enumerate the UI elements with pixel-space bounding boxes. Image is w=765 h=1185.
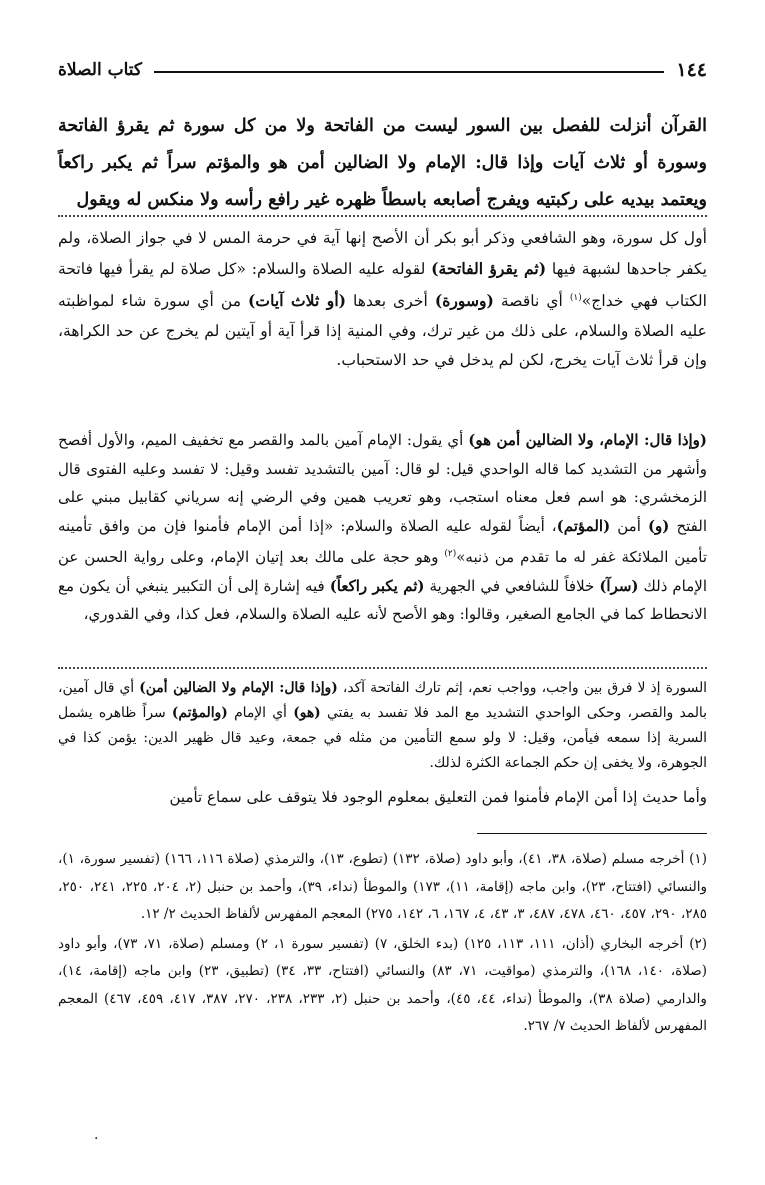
quoted-matn: (وإذا قال: الإمام ولا الضالين أمن) xyxy=(139,680,338,696)
commentary-text: أي ناقصة xyxy=(493,292,570,311)
commentary-text: أمن xyxy=(610,516,648,535)
commentary-text: فيه إشارة إلى أن التكبير ينبغي أن يكون مع الانحطاط كما في الجامع الصغير، وقالوا: وهو الأصح لأنه عليه الصلاة والسلام، فعل كذا، وفي القدوري، xyxy=(58,576,707,623)
quoted-matn: (والمؤتم) xyxy=(171,705,228,721)
quoted-matn: (سرآ) xyxy=(599,576,639,595)
gloss-text: السورة إذ لا فرق بين واجب، وواجب نعم، إثم تارك الفاتحة آكد، xyxy=(337,680,707,696)
footnote-ref-1[interactable]: (١) xyxy=(569,293,582,303)
header-rule xyxy=(154,71,664,73)
commentary-text: أول كل سورة، وهو الشافعي وذكر أبو بكر أن الأصح إنها آية في حرمة المس لا في جواز الصلاة، ولم يكفر جاحدها لشبهة فيها xyxy=(58,229,707,278)
footnote-1: (١) أخرجه مسلم (صلاة، ٣٨، ٤١)، وأبو داود (صلاة، ١٣٢) (تطوع، ١٣)، والترمذي (صلاة ١١٦، ١٦٦) (تفسير سورة، ١)، والنسائي (افتتاح، ٢٣)، وابن ماجه (إقامة، ١١)، ١٧٣) والموطأ (نداء، ٣٩)، وأحمد بن حنبل (٢، ٢٠٤، ٢٢٥، ٢٤١، ٢٥٠، ٢٨٥، ٢٩٠، ٤٥٧، ٤٦٠، ٤٧٨، ٤٨٧، ٣، ٤٣، ٤، ١٦٧، ٦، ١٤٢، ٢٧٥) المعجم المفهرس لألفاظ الحديث ٢/ ١٢. xyxy=(58,851,707,922)
quoted-matn: (المؤتم) xyxy=(556,516,611,535)
commentary-text: وهو حجة على مالك بعد إتيان الإمام، وعلى رواية الحسن عن الإمام ذلك xyxy=(58,548,708,595)
commentary-paragraph-1 xyxy=(58,224,707,376)
dotted-separator xyxy=(58,215,707,217)
running-header xyxy=(58,58,707,82)
quoted-matn: (وسورة) xyxy=(434,291,494,311)
quoted-matn: (ثم يقرؤ الفاتحة) xyxy=(431,258,547,278)
footnotes xyxy=(58,846,707,1041)
commentary-paragraph-2 xyxy=(58,426,707,629)
gloss-text: سراً ظاهره يشمل السرية إذا سمعه فيأمن، وقيل: لا ولو سمع التأمين من مثله في جمعة، وعيد قال ظهير الدين: يؤمن كذا في الجوهرة، ولا يخفى إن حكم الجماعة الكثرة لذلك. xyxy=(58,705,707,771)
footnote-2: (٢) أخرجه البخاري (أذان، ١١١، ١١٣، ١٢٥) (بدء الخلق، ٧) (تفسير سورة ١، ٢) ومسلم (صلاة، ٧١، ٧٣)، وأبو داود (صلاة، ١٤٠، ١٦٨)، والترمذي (مواقيت، ٧١، ٨٣) والنسائي (افتتاح، ٣٣، ٣٤) (تطبيق، ٢٣) وابن ماجه (إقامة، ١٤)، والدارمي (صلاة ٣٨)، والموطأ (نداء، ٤٤، ٤٥)، وأحمد بن حنبل (٢، ٢٣٣، ٢٣٨، ٢٧٠، ٣٨٧، ٤١٧، ٤٥٩، ٤٦٧) المعجم المفهرس لألفاظ الحديث ٧/ ٢٦٧. xyxy=(58,935,708,1034)
footnote-ref-2[interactable]: (٢) xyxy=(444,549,457,559)
gloss-text: أي الإمام xyxy=(227,705,294,721)
dotted-separator xyxy=(58,667,707,669)
gloss-continuation: وأما حديث إذا أمن الإمام فأمنوا فمن التعليق بمعلوم الوجود فلا يتوقف على سماع تأمين xyxy=(169,788,707,806)
quoted-matn: (وإذا قال: الإمام، ولا الضالين أمن هو) xyxy=(468,431,708,449)
commentary-text: لقوله عليه الصلاة والسلام: «كل صلاة لم يقرأ فيها فاتحة الكتاب فهي خداج» xyxy=(58,259,707,311)
main-text-matn: القرآن أنزلت للفصل بين السور ليست من الفاتحة ولا من كل سورة ثم يقرؤ الفاتحة وسورة أو ثلاث آيات وإذا قال: الإمام ولا الضالين أمن هو والمؤتم سراً ثم يكبر راكعاً ويعتمد بيديه على ركبتيه ويفرج أصابعه باسطاً ظهره غير رافع رأسه ولا منكس له ويقول xyxy=(58,116,707,210)
quoted-matn: (هو) xyxy=(293,705,321,721)
footnote-rule xyxy=(477,833,707,834)
stray-mark: · xyxy=(94,1131,99,1147)
quoted-matn: (أو ثلاث آيات) xyxy=(248,291,347,311)
gloss-text: أي قال آمين، بالمد والقصر، وحكى الواحدي التشديد مع المد فلا تفسد به يفتي xyxy=(58,680,707,721)
chapter-title: كتاب الصلاة xyxy=(58,60,143,80)
page-number: ١٤٤ xyxy=(676,59,707,81)
commentary-text: أي يقول: الإمام آمين بالمد والقصر مع تخفيف الميم، والأول أفصح وأشهر من التشديد كما قاله الواحدي قيل: لو قال: آمين بالتشديد تفسد وقيل: لا تفسد وعليه الفتوى قال الزمخشري: هو اسم فعل معناه استجب، وهو تعريب همين وفي الرضي إنه سرياني كقابيل مبني على الفتح xyxy=(58,431,707,535)
marginal-gloss xyxy=(58,676,707,776)
quoted-matn: (ثم يكبر راكعاً) xyxy=(329,576,425,595)
commentary-text: أخرى بعدها xyxy=(346,292,435,311)
commentary-text: من أي سورة شاء لمواظبته عليه الصلاة والسلام، على ذلك من غير ترك، وفي المنية إذا قرأ آية أو آيتين لم يخرج عن حد الكراهة، وإن قرأ ثلاث آيات يخرج، لكن لم يدخل في حد الاستحباب. xyxy=(58,292,707,370)
quoted-matn: (و) xyxy=(647,516,670,535)
commentary-text: خلافاً للشافعي في الجهرية xyxy=(424,576,600,595)
commentary-text: ، أيضاً لقوله عليه الصلاة والسلام: «إذا أمن الإمام فأمنوا فإن من وافق تأمينه تأمين الملائكة غفر له ما تقدم من ذنبه» xyxy=(58,516,707,566)
